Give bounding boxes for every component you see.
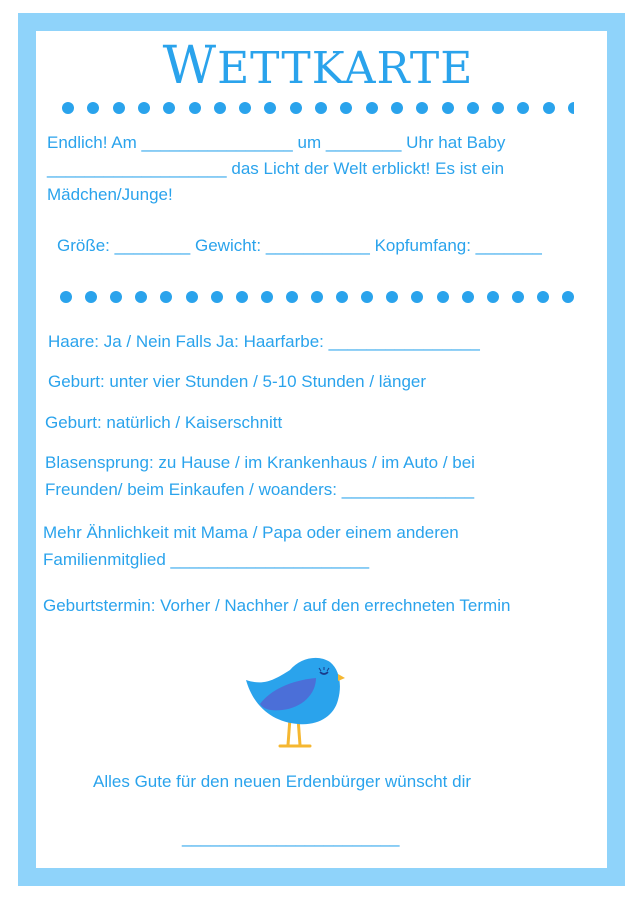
measurements-line: Größe: ________ Gewicht: ___________ Kopfumfang: _______ bbox=[57, 236, 542, 255]
divider-dot bbox=[512, 291, 524, 303]
divider-dot bbox=[361, 291, 373, 303]
divider-dot bbox=[214, 102, 226, 114]
resemblance-line-2: Familienmitglied _____________________ bbox=[43, 550, 370, 569]
divider-dot bbox=[211, 291, 223, 303]
title-rest: ETTKARTE bbox=[217, 43, 474, 94]
divider-dot bbox=[261, 291, 273, 303]
birth-date-line-1: Endlich! Am ________________ um ________ Uhr hat Baby bbox=[47, 133, 506, 152]
divider-dot bbox=[562, 291, 574, 303]
water-break-line-1: Blasensprung: zu Hause / im Krankenhaus / im Auto / bei bbox=[45, 453, 475, 472]
divider-dot bbox=[462, 291, 474, 303]
bird-illustration bbox=[240, 650, 348, 754]
wishes-line: Alles Gute für den neuen Erdenbürger wünscht dir bbox=[93, 772, 472, 791]
divider-dot bbox=[160, 291, 172, 303]
divider-dot bbox=[163, 102, 175, 114]
divider-dot bbox=[487, 291, 499, 303]
divider-dot bbox=[311, 291, 323, 303]
divider-dot bbox=[492, 102, 504, 114]
divider-dot bbox=[186, 291, 198, 303]
divider-dot bbox=[386, 291, 398, 303]
divider-dot bbox=[543, 102, 555, 114]
divider-dot bbox=[60, 291, 72, 303]
divider-dot bbox=[110, 291, 122, 303]
divider-dot bbox=[236, 291, 248, 303]
divider-dot bbox=[290, 102, 302, 114]
divider-dot bbox=[391, 102, 403, 114]
title-initial: W bbox=[162, 36, 218, 96]
birth-date-line-2: ___________________ das Licht der Welt erblickt! Es ist ein bbox=[47, 159, 505, 178]
divider-dot bbox=[336, 291, 348, 303]
divider-dot bbox=[113, 102, 125, 114]
dotted-divider-middle bbox=[60, 291, 575, 305]
divider-dot bbox=[437, 291, 449, 303]
divider-dot bbox=[286, 291, 298, 303]
hair-line: Haare: Ja / Nein Falls Ja: Haarfarbe: ________________ bbox=[48, 332, 480, 351]
divider-dot bbox=[537, 291, 549, 303]
divider-dot bbox=[62, 102, 74, 114]
water-break-line-2: Freunden/ beim Einkaufen / woanders: ______________ bbox=[45, 480, 475, 499]
birth-duration-line: Geburt: unter vier Stunden / 5-10 Stunden / länger bbox=[48, 372, 427, 391]
due-date-line: Geburtstermin: Vorher / Nachher / auf den errechneten Termin bbox=[43, 596, 511, 615]
divider-dot bbox=[85, 291, 97, 303]
divider-dot bbox=[411, 291, 423, 303]
divider-dot bbox=[315, 102, 327, 114]
divider-dot bbox=[366, 102, 378, 114]
divider-dot bbox=[517, 102, 529, 114]
signature-line: _______________________ bbox=[182, 828, 400, 847]
divider-dot bbox=[87, 102, 99, 114]
divider-dot bbox=[135, 291, 147, 303]
divider-dot bbox=[189, 102, 201, 114]
resemblance-line-1: Mehr Ähnlichkeit mit Mama / Papa oder einem anderen bbox=[43, 523, 459, 542]
divider-dot bbox=[138, 102, 150, 114]
divider-dot bbox=[442, 102, 454, 114]
divider-dot bbox=[416, 102, 428, 114]
birth-date-line-3: Mädchen/Junge! bbox=[47, 185, 173, 204]
divider-dot bbox=[340, 102, 352, 114]
divider-dot bbox=[239, 102, 251, 114]
divider-dot bbox=[264, 102, 276, 114]
divider-dot bbox=[568, 102, 574, 114]
divider-dot bbox=[467, 102, 479, 114]
dotted-divider-top bbox=[62, 102, 574, 116]
card-title bbox=[0, 36, 636, 96]
birth-method-line: Geburt: natürlich / Kaiserschnitt bbox=[45, 413, 283, 432]
